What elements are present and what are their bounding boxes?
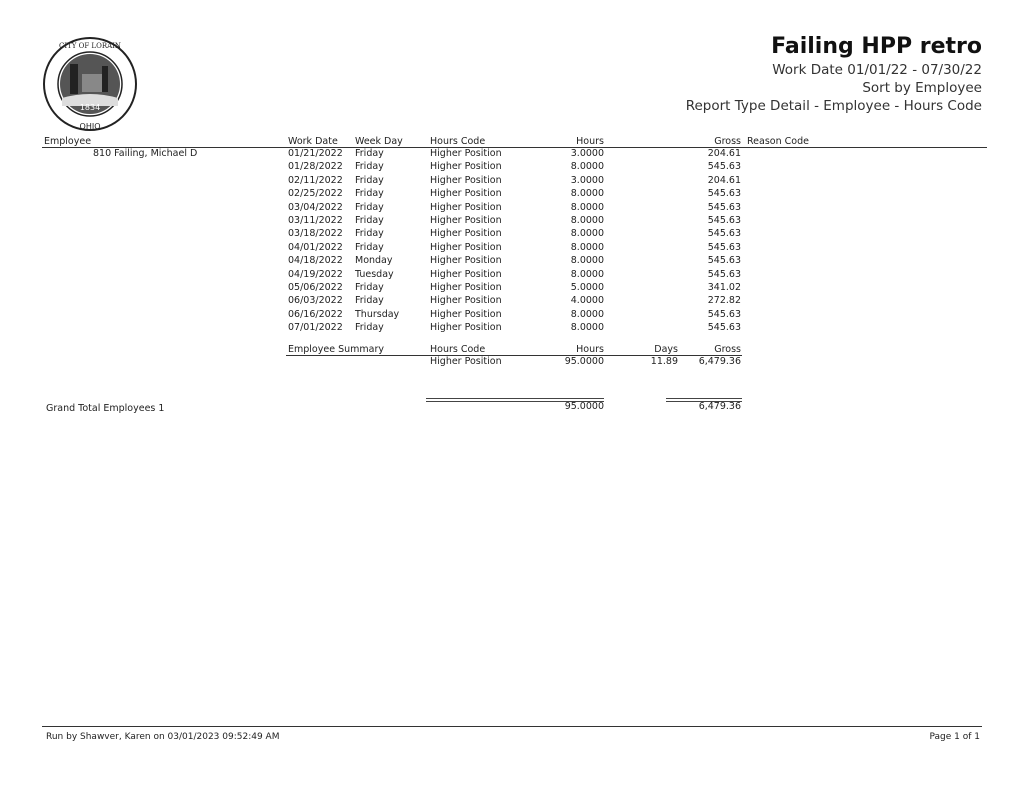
row-hours-code: Higher Position bbox=[430, 215, 502, 226]
report-type: Report Type Detail - Employee - Hours Code bbox=[685, 98, 982, 114]
row-work-date: 02/11/2022 bbox=[288, 174, 343, 186]
summary-hours-label: Hours bbox=[576, 344, 604, 355]
row-hours-code: Higher Position bbox=[430, 295, 502, 307]
row-hours: 8.0000 bbox=[570, 241, 604, 253]
row-hours: 8.0000 bbox=[570, 228, 604, 240]
row-hours: 8.0000 bbox=[570, 188, 604, 200]
col-work-date: Work Date bbox=[288, 136, 338, 147]
summary-label: Employee Summary bbox=[288, 344, 384, 355]
row-work-date: 07/01/2022 bbox=[288, 322, 343, 334]
row-hours: 8.0000 bbox=[570, 268, 604, 280]
row-work-date: 02/25/2022 bbox=[288, 188, 343, 200]
row-gross: 545.63 bbox=[707, 308, 741, 320]
col-hours: Hours bbox=[576, 136, 604, 147]
row-hours-code: Higher Position bbox=[430, 174, 502, 186]
footer-rule bbox=[42, 726, 982, 727]
col-week-day: Week Day bbox=[355, 136, 403, 147]
summary-code: Higher Position bbox=[430, 356, 502, 367]
row-week-day: Monday bbox=[355, 255, 393, 267]
row-hours-code: Higher Position bbox=[430, 308, 502, 320]
page-number: Page 1 of 1 bbox=[929, 732, 980, 742]
row-work-date: 03/18/2022 bbox=[288, 228, 343, 240]
employee-name: 810 Failing, Michael D bbox=[93, 148, 198, 159]
row-week-day: Friday bbox=[355, 282, 384, 293]
summary-gross: 6,479.36 bbox=[698, 356, 741, 367]
run-by: Run by Shawver, Karen on 03/01/2023 09:52:49 AM bbox=[46, 732, 280, 742]
row-work-date: 01/21/2022 bbox=[288, 148, 343, 159]
row-gross: 204.61 bbox=[707, 148, 741, 159]
row-work-date: 06/03/2022 bbox=[288, 295, 343, 307]
row-gross: 545.63 bbox=[707, 241, 741, 253]
row-hours: 8.0000 bbox=[570, 161, 604, 173]
col-employee: Employee bbox=[44, 136, 92, 147]
row-hours-code: Higher Position bbox=[430, 241, 502, 253]
row-gross: 272.82 bbox=[707, 295, 741, 307]
grand-total-hours: 95.0000 bbox=[564, 401, 604, 412]
city-seal-logo bbox=[40, 36, 140, 132]
row-hours: 8.0000 bbox=[570, 215, 604, 226]
row-work-date: 01/28/2022 bbox=[288, 161, 343, 173]
report-title: Failing HPP retro bbox=[771, 34, 982, 59]
row-work-date: 03/11/2022 bbox=[288, 215, 343, 226]
row-gross: 545.63 bbox=[707, 215, 741, 226]
row-work-date: 05/06/2022 bbox=[288, 282, 343, 293]
row-week-day: Friday bbox=[355, 174, 384, 186]
row-hours-code: Higher Position bbox=[430, 255, 502, 267]
col-reason-code: Reason Code bbox=[747, 136, 809, 147]
row-gross: 204.61 bbox=[707, 174, 741, 186]
row-gross: 545.63 bbox=[707, 188, 741, 200]
row-work-date: 04/18/2022 bbox=[288, 255, 343, 267]
row-week-day: Friday bbox=[355, 161, 384, 173]
row-week-day: Friday bbox=[355, 322, 384, 334]
summary-days-label: Days bbox=[654, 344, 678, 355]
row-hours: 8.0000 bbox=[570, 201, 604, 213]
row-work-date: 06/16/2022 bbox=[288, 308, 343, 320]
summary-hours: 95.0000 bbox=[564, 356, 604, 367]
row-gross: 545.63 bbox=[707, 161, 741, 173]
row-week-day: Friday bbox=[355, 228, 384, 240]
row-week-day: Friday bbox=[355, 241, 384, 253]
sort-by: Sort by Employee bbox=[862, 80, 982, 96]
row-week-day: Friday bbox=[355, 188, 384, 200]
work-date-range: Work Date 01/01/22 - 07/30/22 bbox=[772, 62, 982, 78]
row-hours: 3.0000 bbox=[570, 174, 604, 186]
row-hours: 8.0000 bbox=[570, 308, 604, 320]
col-hours-code: Hours Code bbox=[430, 136, 486, 147]
row-hours: 8.0000 bbox=[570, 322, 604, 334]
row-gross: 545.63 bbox=[707, 322, 741, 334]
row-week-day: Tuesday bbox=[355, 268, 394, 280]
row-hours-code: Higher Position bbox=[430, 201, 502, 213]
grand-total-label: Grand Total Employees 1 bbox=[46, 403, 165, 414]
summary-days: 11.89 bbox=[650, 356, 678, 367]
row-hours-code: Higher Position bbox=[430, 188, 502, 200]
row-gross: 341.02 bbox=[707, 282, 741, 293]
row-hours: 3.0000 bbox=[570, 148, 604, 159]
row-hours: 8.0000 bbox=[570, 255, 604, 267]
row-hours-code: Higher Position bbox=[430, 228, 502, 240]
row-hours-code: Higher Position bbox=[430, 282, 502, 293]
row-hours: 4.0000 bbox=[570, 295, 604, 307]
svg-text:CITY OF LORAIN: CITY OF LORAIN bbox=[58, 42, 122, 50]
summary-gross-label: Gross bbox=[714, 344, 741, 355]
row-gross: 545.63 bbox=[707, 255, 741, 267]
row-hours-code: Higher Position bbox=[430, 322, 502, 334]
grand-total-gross: 6,479.36 bbox=[698, 401, 741, 412]
row-week-day: Friday bbox=[355, 148, 384, 159]
row-hours: 5.0000 bbox=[570, 282, 604, 293]
row-week-day: Thursday bbox=[355, 308, 400, 320]
svg-text:OHIO: OHIO bbox=[79, 122, 101, 131]
row-week-day: Friday bbox=[355, 295, 384, 307]
row-hours-code: Higher Position bbox=[430, 161, 502, 173]
row-work-date: 03/04/2022 bbox=[288, 201, 343, 213]
row-gross: 545.63 bbox=[707, 228, 741, 240]
row-gross: 545.63 bbox=[707, 268, 741, 280]
svg-text:1834: 1834 bbox=[79, 103, 101, 112]
row-gross: 545.63 bbox=[707, 201, 741, 213]
row-hours-code: Higher Position bbox=[430, 268, 502, 280]
row-week-day: Friday bbox=[355, 201, 384, 213]
row-week-day: Friday bbox=[355, 215, 384, 226]
col-gross: Gross bbox=[714, 136, 741, 147]
summary-hours-code-label: Hours Code bbox=[430, 344, 486, 355]
row-work-date: 04/01/2022 bbox=[288, 241, 343, 253]
row-hours-code: Higher Position bbox=[430, 148, 502, 159]
row-work-date: 04/19/2022 bbox=[288, 268, 343, 280]
